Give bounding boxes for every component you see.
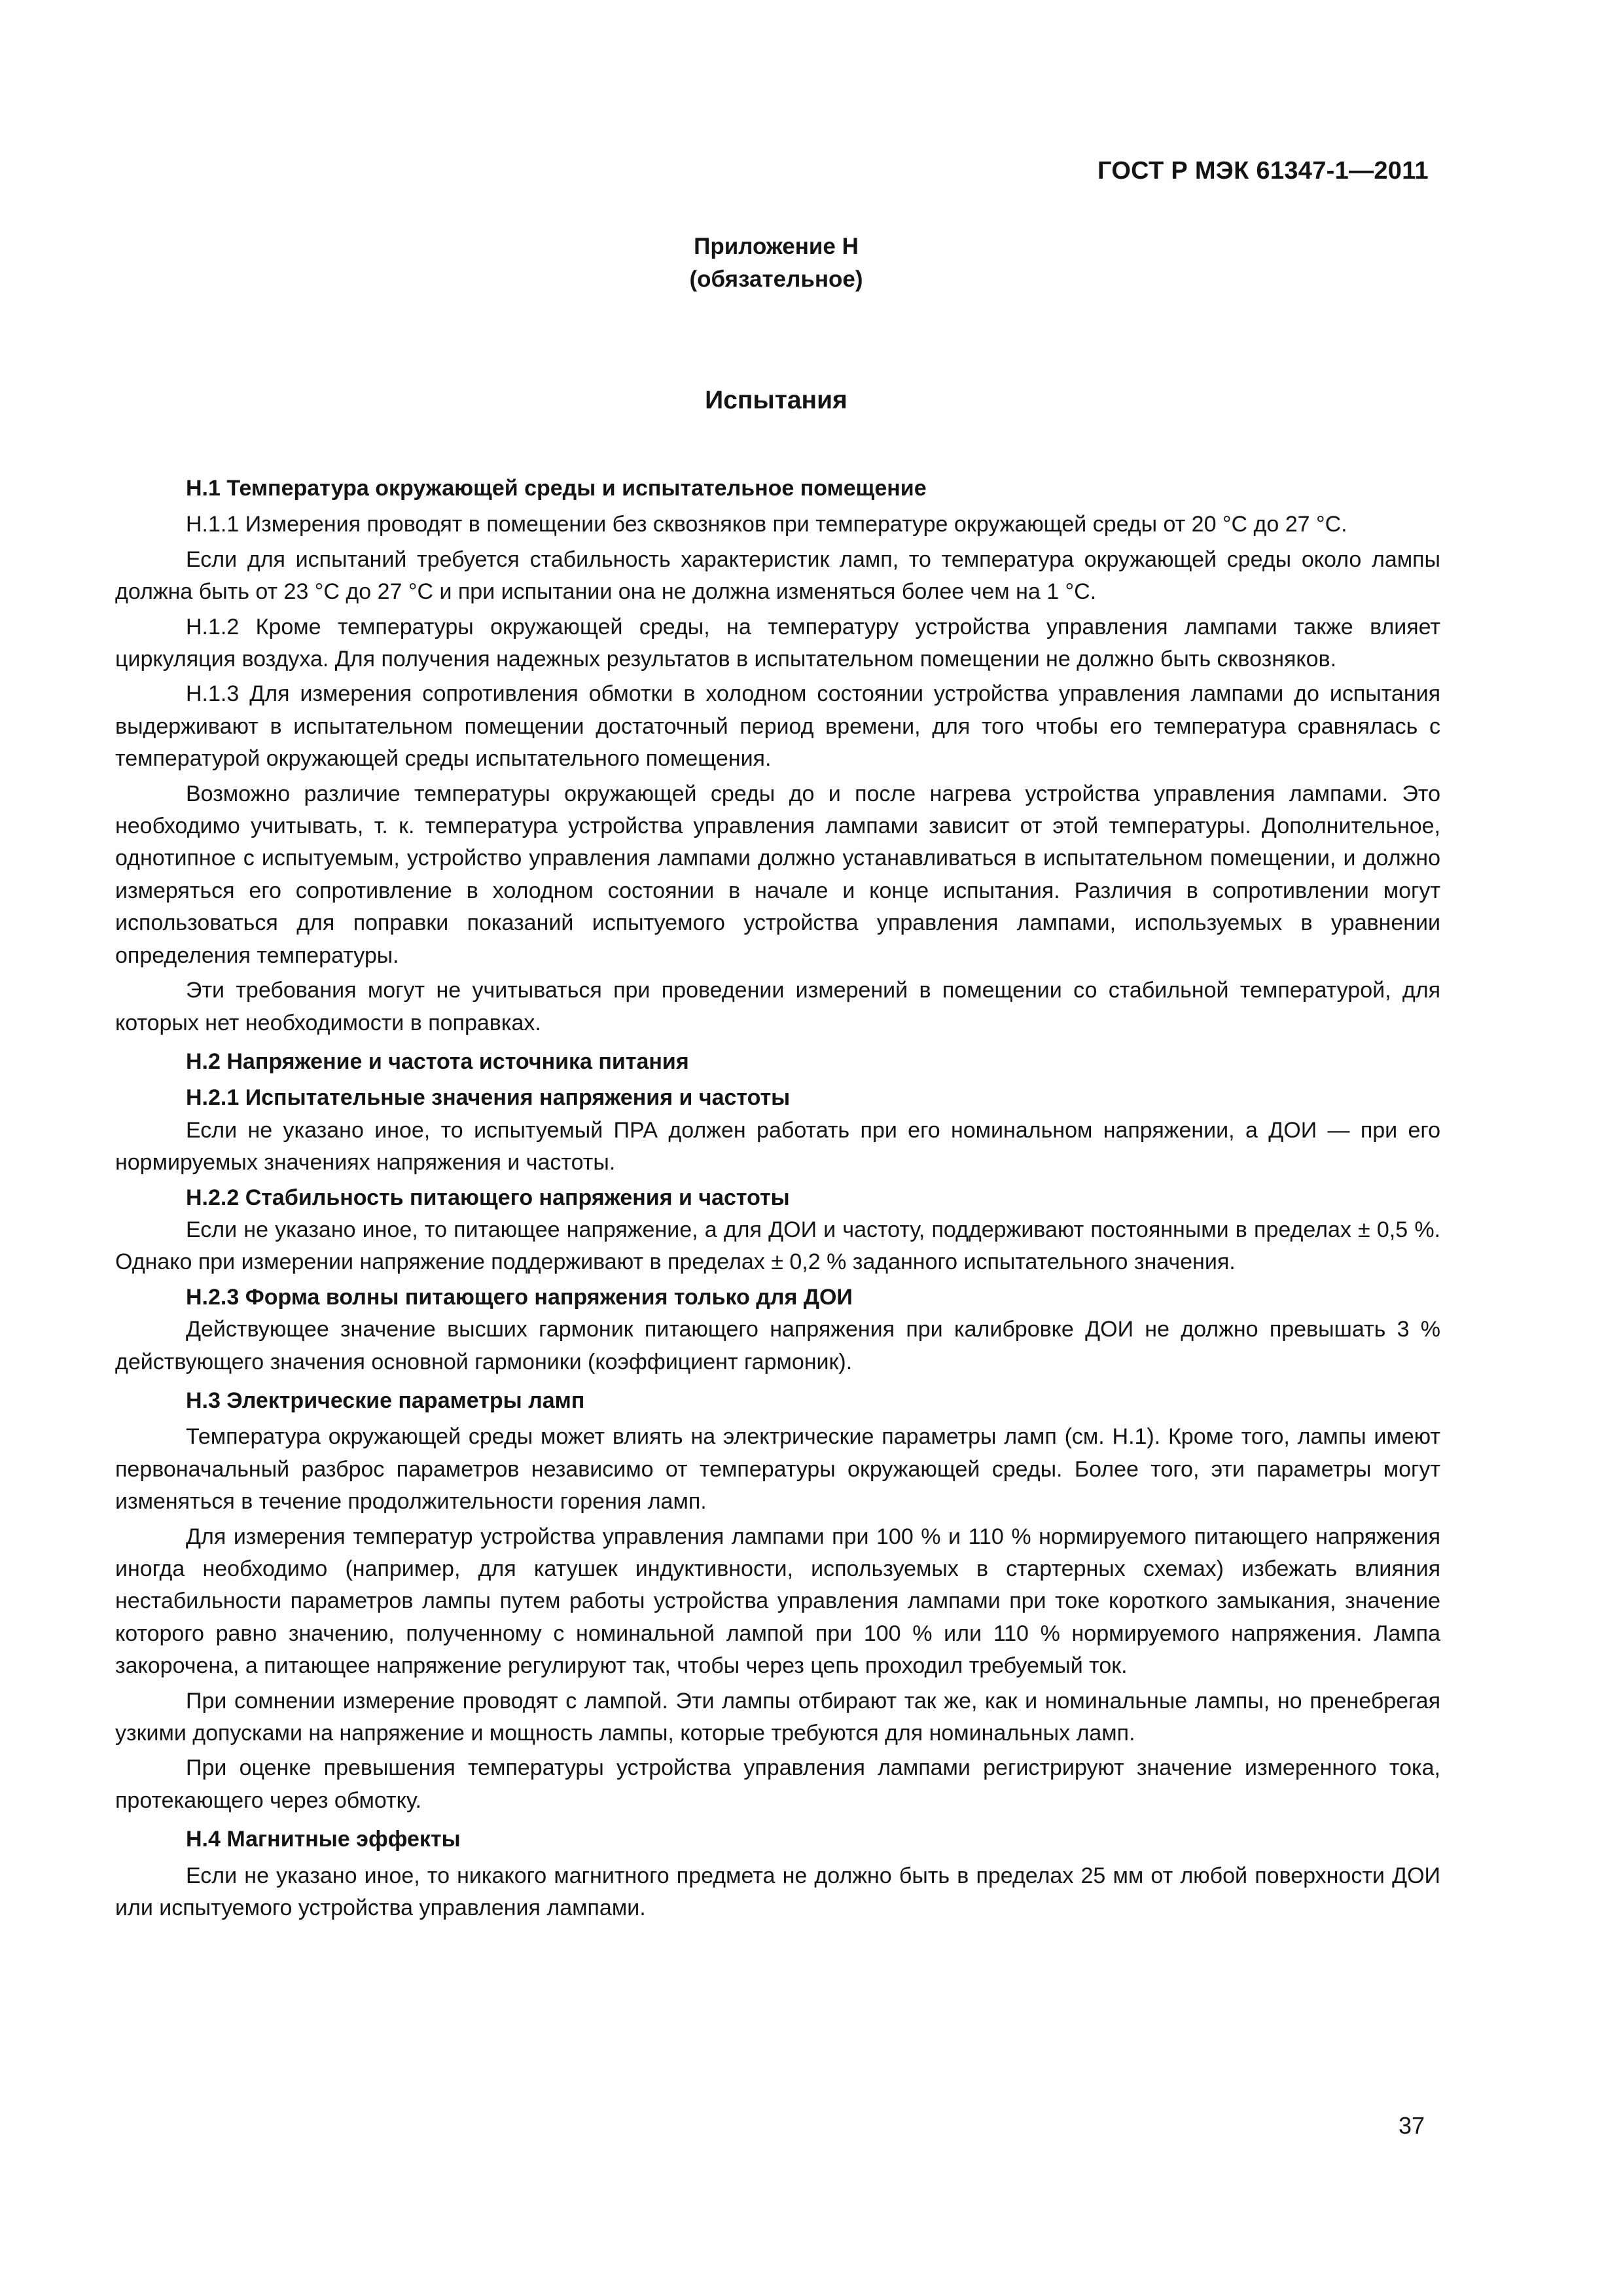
annex-status: (обязательное) xyxy=(689,266,863,292)
heading-h2-1: H.2.1 Испытательные значения напряжения и частоты xyxy=(186,1085,791,1111)
heading-h3: H.3 Электрические параметры ламп xyxy=(186,1388,585,1413)
paragraph: Если не указано иное, то испытуемый ПРА должен работать при его номинальном напряжении, а ДОИ — при его нормируемых значениях напряжения и частоты. xyxy=(115,1117,1440,1175)
annex-heading xyxy=(0,230,1552,296)
standard-designation: ГОСТ Р МЭК 61347-1—2011 xyxy=(1097,157,1429,185)
paragraph: Если для испытаний требуется стабильность характеристик ламп, то температура окружающей среды около лампы должна быть от 23 °С до 27 °С и при испытании она не должна изменяться более чем на 1 °С. xyxy=(115,547,1440,605)
section-title: Испытания xyxy=(705,386,847,414)
page-number: 37 xyxy=(1398,2112,1425,2139)
paragraph: H.1.2 Кроме температуры окружающей среды, на температуру устройства управления лампами также влияет циркуляция воздуха. Для получения надежных результатов в испытательном помещении не должно быть сквозняков. xyxy=(115,614,1440,672)
paragraph: Возможно различие температуры окружающей среды до и после нагрева устройства управления лампами. Это необходимо учитывать, т. к. температура устройства управления лампами зависит от этой температуры. Дополнительное, однотипное с испытуемым, устройство управления лампами должно устанавливаться в испытательном помещении, и должно измеряться его сопротивление в холодном состоянии в начале и конце испытания. Различия в сопротивлении могут использоваться для поправки показаний испытуемого устройства управления лампами, используемых в уравнении определения температуры. xyxy=(115,781,1440,968)
paragraph: H.1.3 Для измерения сопротивления обмотки в холодном состоянии устройства управления лампами до испытания выдерживают в испытательном помещении достаточный период времени, для того чтобы его температура сравнялась с температурой окружающей среды испытательного помещения. xyxy=(115,681,1440,772)
heading-h2: H.2 Напряжение и частота источника питания xyxy=(186,1049,689,1074)
heading-h2-3: H.2.3 Форма волны питающего напряжения только для ДОИ xyxy=(186,1284,853,1310)
paragraph: Действующее значение высших гармоник питающего напряжения при калибровке ДОИ не должно превышать 3 % действующего значения основной гармоники (коэффициент гармоник). xyxy=(115,1317,1440,1374)
paragraph: При сомнении измерение проводят с лампой. Эти лампы отбирают так же, как и номинальные лампы, но пренебрегая узкими допусками на напряжение и мощность лампы, которые требуются для номинальных ламп. xyxy=(115,1688,1440,1746)
paragraph: Температура окружающей среды может влиять на электрические параметры ламп (см. H.1). Кроме того, лампы имеют первоначальный разброс параметров независимо от температуры окружающей среды. Более того, эти параметры могут изменяться в течение продолжительности горения ламп. xyxy=(115,1424,1440,1515)
paragraph: Эти требования могут не учитываться при проведении измерений в помещении со стабильной температурой, для которых нет необходимости в поправках. xyxy=(115,978,1440,1035)
heading-h1: H.1 Температура окружающей среды и испытательное помещение xyxy=(186,476,927,501)
paragraph: Для измерения температур устройства управления лампами при 100 % и 110 % нормируемого питающего напряжения иногда необходимо (например, для катушек индуктивности, используемых в стартерных схемах) избежать влияния нестабильности параметров лампы путем работы устройства управления лампами при токе короткого замыкания, значение которого равно значению, полученному с номинальной лампой при 100 % или 110 % нормируемого напряжения. Лампа закорочена, а питающее напряжение регулируют так, чтобы через цепь проходил требуемый ток. xyxy=(115,1524,1440,1679)
document-body xyxy=(115,466,1440,1927)
paragraph: При оценке превышения температуры устройства управления лампами регистрируют значение измеренного тока, протекающего через обмотку. xyxy=(115,1755,1440,1813)
paragraph: Если не указано иное, то никакого магнитного предмета не должно быть в пределах 25 мм от любой поверхности ДОИ или испытуемого устройства управления лампами. xyxy=(115,1863,1440,1921)
heading-h2-2: H.2.2 Стабильность питающего напряжения и частоты xyxy=(186,1185,790,1210)
paragraph: H.1.1 Измерения проводят в помещении без сквозняков при температуре окружающей среды от 20 °С до 27 °С. xyxy=(186,512,1347,537)
paragraph: Если не указано иное, то питающее напряжение, а для ДОИ и частоту, поддерживают постоянными в пределах ± 0,5 %. Однако при измерении напряжение поддерживают в пределах ± 0,2 % заданного испытательного значения. xyxy=(115,1217,1440,1275)
heading-h4: H.4 Магнитные эффекты xyxy=(186,1827,461,1852)
annex-title: Приложение H xyxy=(694,234,859,259)
